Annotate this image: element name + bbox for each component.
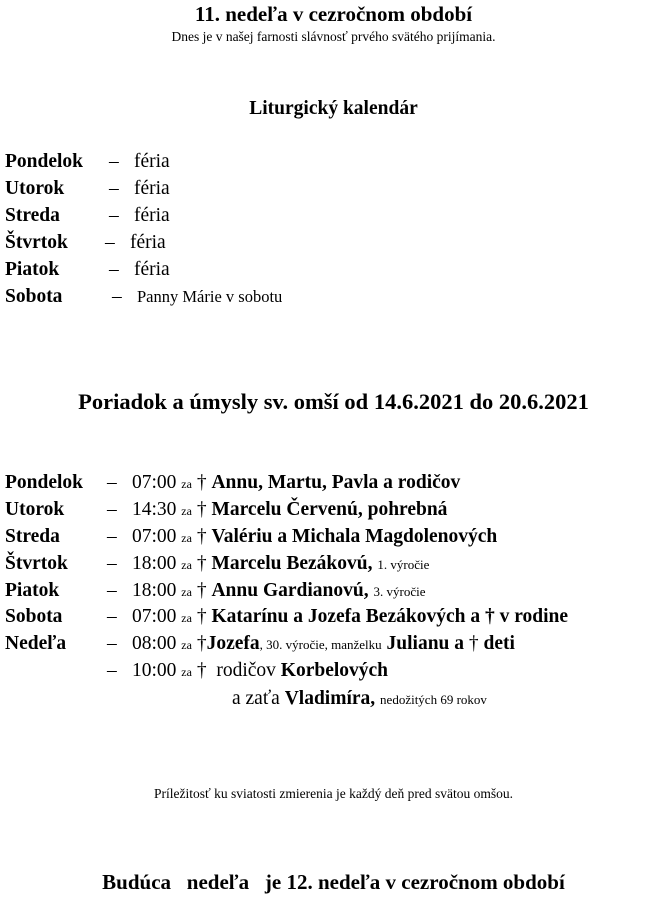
mass-row bbox=[5, 499, 447, 521]
cross-icon: † bbox=[196, 660, 207, 681]
cross-icon: † bbox=[196, 553, 207, 574]
mass-intent: Annu Gardianovú, bbox=[211, 580, 369, 601]
mass-day: Streda bbox=[5, 526, 60, 547]
calendar-dash: – bbox=[112, 286, 122, 307]
mass-time: 07:00 bbox=[132, 472, 177, 493]
mass-intent: Marcelu Bezákovú, bbox=[211, 553, 373, 574]
mass-za: za bbox=[181, 665, 192, 679]
next-sunday-line: Budúca nedeľa je 12. nedeľa v cezročnom období bbox=[102, 870, 565, 894]
mass-za: za bbox=[181, 477, 192, 491]
mass-intent: Vladimíra, bbox=[284, 688, 376, 709]
mass-day: Utorok bbox=[5, 499, 65, 520]
mass-row-sunday-3 bbox=[232, 688, 487, 711]
mass-row-sunday-2 bbox=[5, 660, 388, 682]
calendar-day: Utorok bbox=[5, 178, 65, 199]
mass-za: za bbox=[181, 531, 192, 545]
mass-time: 07:00 bbox=[132, 606, 177, 627]
mass-time: 14:30 bbox=[132, 499, 177, 520]
confession-note: Príležitosť ku sviatosti zmierenia je každý deň pred svätou omšou. bbox=[154, 786, 513, 801]
mass-time: 18:00 bbox=[132, 553, 177, 574]
mass-dash: – bbox=[107, 526, 117, 547]
mass-dash: – bbox=[107, 580, 117, 601]
calendar-row bbox=[5, 151, 170, 173]
mass-row bbox=[5, 472, 460, 494]
mass-note: 3. výročie bbox=[373, 584, 426, 599]
calendar-day: Pondelok bbox=[5, 151, 84, 172]
calendar-dash: – bbox=[109, 178, 119, 199]
calendar-text: féria bbox=[134, 205, 170, 226]
mass-za: za bbox=[181, 638, 192, 652]
cross-icon: † bbox=[196, 580, 207, 601]
mass-intent: Korbelových bbox=[280, 660, 389, 681]
mass-intent: Marcelu Červenú, pohrebná bbox=[211, 499, 448, 520]
cross-icon: † bbox=[196, 606, 207, 627]
calendar-dash: – bbox=[109, 205, 119, 226]
page-subtitle: Dnes je v našej farnosti slávnosť prvého svätého prijímania. bbox=[171, 29, 496, 44]
calendar-row bbox=[5, 205, 170, 227]
mass-intent: Valériu a Michala Magdolenových bbox=[211, 526, 498, 547]
mass-za: za bbox=[181, 611, 192, 625]
mass-intent-pre: a zaťa bbox=[232, 688, 280, 709]
calendar-day: Štvrtok bbox=[5, 232, 68, 253]
mass-intent: Julianu a bbox=[386, 633, 465, 654]
mass-dash: – bbox=[107, 660, 117, 681]
calendar-row bbox=[5, 259, 170, 281]
cross-icon: † bbox=[196, 499, 207, 520]
calendar-day: Sobota bbox=[5, 286, 63, 307]
mass-intent: Annu, Martu, Pavla a rodičov bbox=[211, 472, 461, 493]
mass-day: Štvrtok bbox=[5, 553, 68, 574]
mass-za: za bbox=[181, 504, 192, 518]
mass-intent: Katarínu a Jozefa Bezákových a † v rodine bbox=[211, 606, 569, 627]
mass-note: 1. výročie bbox=[377, 557, 430, 572]
mass-day: Piatok bbox=[5, 580, 60, 601]
calendar-text: Panny Márie v sobotu bbox=[137, 287, 283, 306]
cross-icon: † bbox=[196, 526, 207, 547]
calendar-text: féria bbox=[130, 232, 166, 253]
mass-dash: – bbox=[107, 553, 117, 574]
cross-icon: † bbox=[468, 633, 479, 654]
masses-heading: Poriadok a úmysly sv. omší od 14.6.2021 do 20.6.2021 bbox=[78, 389, 589, 414]
mass-day: Sobota bbox=[5, 606, 63, 627]
calendar-text: féria bbox=[134, 178, 170, 199]
mass-note: nedožitých 69 rokov bbox=[380, 692, 487, 707]
mass-dash: – bbox=[107, 633, 117, 654]
calendar-dash: – bbox=[105, 232, 115, 253]
mass-time: 07:00 bbox=[132, 526, 177, 547]
mass-time: 10:00 bbox=[132, 660, 177, 681]
mass-note: , 30. výročie, manželku bbox=[259, 637, 382, 652]
calendar-row bbox=[5, 178, 170, 200]
mass-row bbox=[5, 553, 429, 575]
calendar-day: Piatok bbox=[5, 259, 60, 280]
mass-za: za bbox=[181, 558, 192, 572]
calendar-dash: – bbox=[109, 259, 119, 280]
mass-row bbox=[5, 580, 425, 602]
mass-row bbox=[5, 526, 497, 548]
mass-row bbox=[5, 606, 568, 628]
mass-time: 08:00 bbox=[132, 633, 177, 654]
calendar-day: Streda bbox=[5, 205, 60, 226]
cross-icon: † bbox=[196, 472, 207, 493]
mass-dash: – bbox=[107, 499, 117, 520]
calendar-text: féria bbox=[134, 151, 170, 172]
mass-intent: Jozefa bbox=[206, 633, 260, 654]
mass-time: 18:00 bbox=[132, 580, 177, 601]
mass-intent: deti bbox=[483, 633, 515, 654]
calendar-text: féria bbox=[134, 259, 170, 280]
cross-icon: † bbox=[196, 633, 207, 654]
calendar-row bbox=[5, 232, 166, 254]
mass-intent-pre: rodičov bbox=[216, 660, 276, 681]
calendar-heading: Liturgický kalendár bbox=[249, 98, 418, 119]
mass-day: Pondelok bbox=[5, 472, 84, 493]
mass-day: Nedeľa bbox=[5, 633, 67, 654]
mass-dash: – bbox=[107, 606, 117, 627]
calendar-dash: – bbox=[109, 151, 119, 172]
mass-dash: – bbox=[107, 472, 117, 493]
page-title: 11. nedeľa v cezročnom období bbox=[194, 2, 473, 26]
calendar-row bbox=[5, 286, 282, 308]
mass-za: za bbox=[181, 585, 192, 599]
mass-row-sunday bbox=[5, 633, 515, 655]
